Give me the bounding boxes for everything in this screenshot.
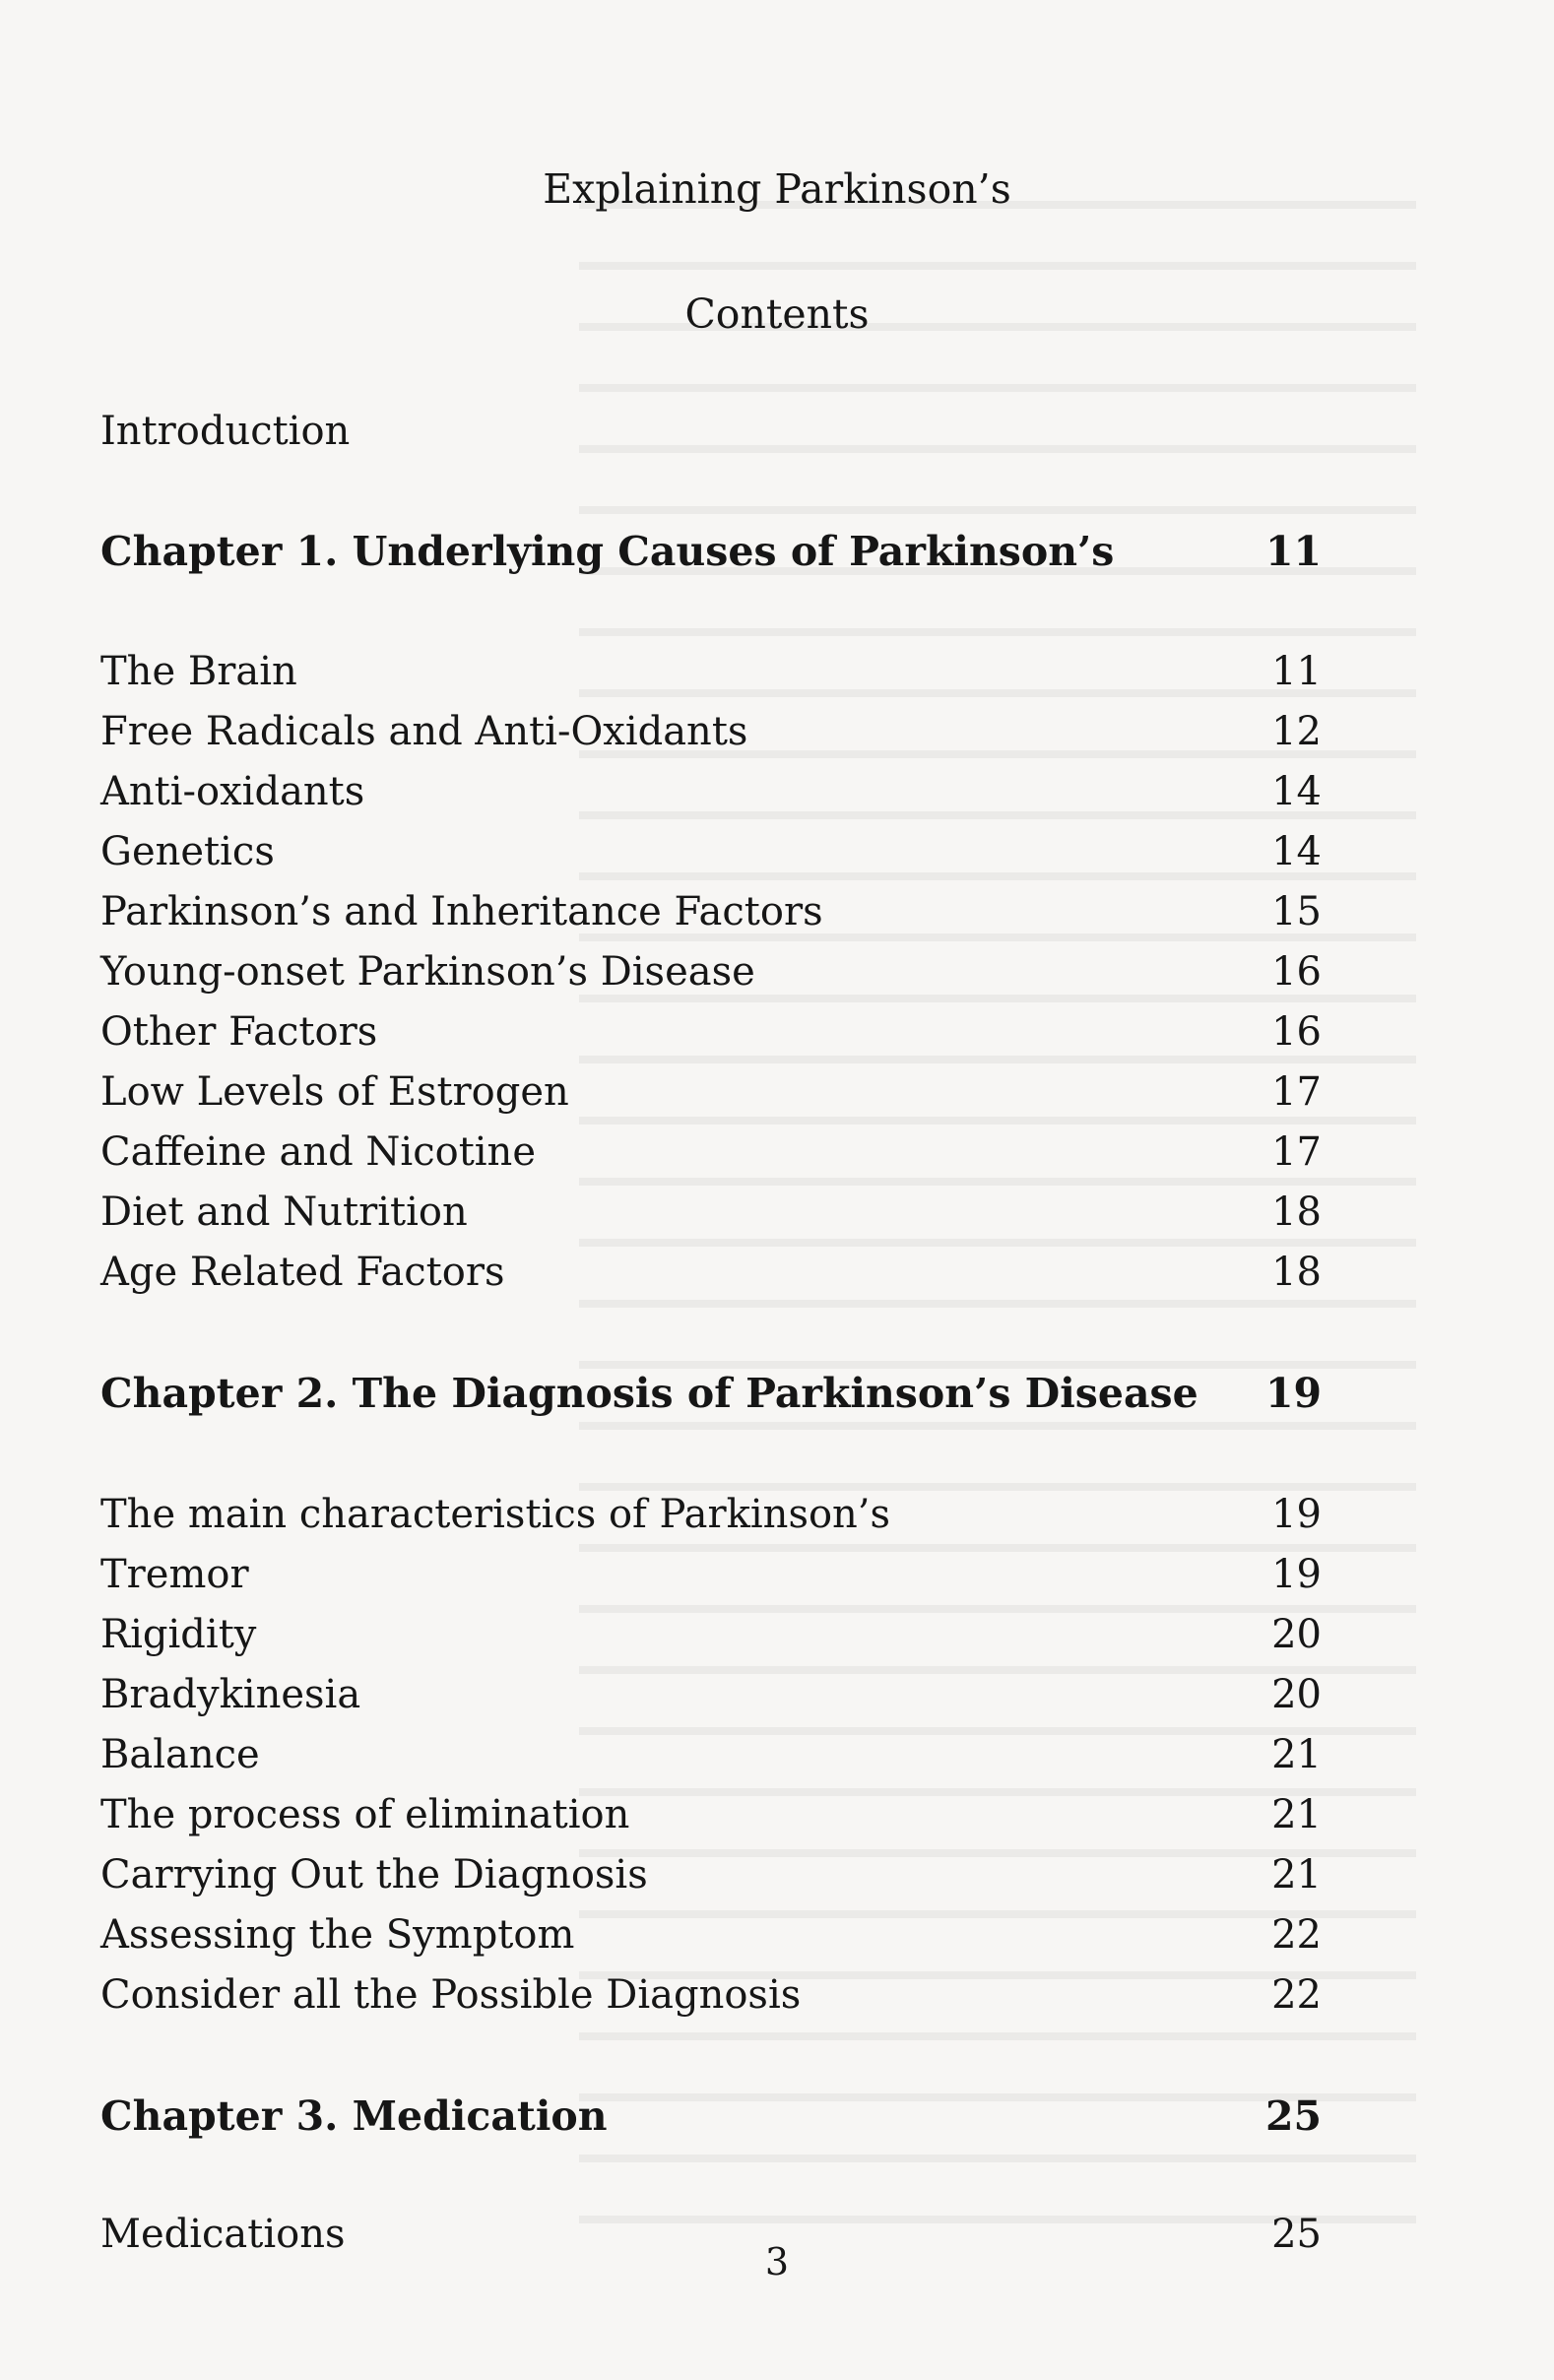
chapter-title: Chapter 2. The Diagnosis of Parkinson’s Disease	[100, 1370, 1198, 1417]
toc-entry-page: 20	[1271, 1612, 1322, 1657]
toc-entry	[100, 1965, 1322, 2025]
chapter-page: 11	[1264, 528, 1322, 575]
toc-entry-title: Bradykinesia	[100, 1672, 361, 1717]
toc-entry-title: Free Radicals and Anti-Oxidants	[100, 709, 748, 754]
toc-entry-title: The Brain	[100, 649, 297, 694]
chapter-title: Chapter 3. Medication	[100, 2092, 608, 2140]
toc-entry-title: Balance	[100, 1732, 260, 1777]
toc-entry-title: The main characteristics of Parkinson’s	[100, 1492, 891, 1537]
chapter-page: 25	[1264, 2092, 1322, 2140]
toc-entry	[100, 1183, 1322, 1242]
toc-entry-title: Tremor	[100, 1552, 249, 1597]
toc-entry-page: 20	[1271, 1672, 1322, 1717]
toc-entry-page: 17	[1271, 1069, 1322, 1115]
toc-entry-page: 14	[1271, 769, 1322, 814]
toc-entry-title: Young-onset Parkinson’s Disease	[100, 949, 755, 995]
toc-entry-title: Assessing the Symptom	[100, 1912, 575, 1958]
toc-entry	[100, 942, 1322, 1001]
toc-chapter-3	[100, 2087, 1322, 2146]
toc-introduction	[100, 402, 1322, 461]
toc-entry-title: Low Levels of Estrogen	[100, 1069, 569, 1115]
page-number: 3	[764, 2240, 790, 2284]
toc-entry-page: 14	[1271, 829, 1322, 874]
toc-entry-page: 21	[1271, 1852, 1322, 1898]
toc-entry-title: Caffeine and Nicotine	[100, 1129, 536, 1175]
toc-entry-title: Introduction	[100, 409, 351, 454]
toc-entry	[100, 1845, 1322, 1904]
toc-entry-title: The process of elimination	[100, 1792, 630, 1837]
chapter-page: 19	[1264, 1370, 1322, 1417]
toc-chapter-2	[100, 1364, 1322, 1423]
toc-entry	[100, 882, 1322, 941]
toc-entry-page: 21	[1271, 1792, 1322, 1837]
toc-entry-page: 17	[1271, 1129, 1322, 1175]
toc-entry	[100, 822, 1322, 881]
toc-entry-title: Other Factors	[100, 1009, 378, 1055]
toc-entry-title: Carrying Out the Diagnosis	[100, 1852, 648, 1898]
toc-entry-title: Age Related Factors	[100, 1250, 505, 1295]
toc-entry	[100, 1062, 1322, 1122]
toc-entry	[100, 762, 1322, 821]
toc-entry-title: Consider all the Possible Diagnosis	[100, 1972, 802, 2018]
toc-entry-title: Genetics	[100, 829, 275, 874]
toc-entry	[100, 1665, 1322, 1724]
toc-entry-page: 22	[1271, 1972, 1322, 2018]
toc-entry	[100, 642, 1322, 701]
toc-entry-page: 19	[1271, 1492, 1322, 1537]
toc-entry	[100, 1002, 1322, 1061]
toc-entry-title: Medications	[100, 2212, 346, 2257]
toc-entry	[100, 1485, 1322, 1544]
chapter-title: Chapter 1. Underlying Causes of Parkinson’s	[100, 528, 1115, 575]
toc-entry-title: Rigidity	[100, 1612, 257, 1657]
toc-entry	[100, 1123, 1322, 1182]
toc-entry-page: 11	[1271, 649, 1322, 694]
toc-entry	[100, 1243, 1322, 1302]
toc-entry-page: 18	[1271, 1250, 1322, 1295]
toc-entry	[100, 1785, 1322, 1844]
toc-entry	[100, 1605, 1322, 1664]
toc-entry-page: 22	[1271, 1912, 1322, 1958]
toc-entry	[100, 1545, 1322, 1604]
toc-entry	[100, 702, 1322, 761]
toc-entry-page: 12	[1271, 709, 1322, 754]
toc-entry	[100, 1905, 1322, 1964]
toc-chapter-1	[100, 522, 1322, 581]
toc-entry-title: Parkinson’s and Inheritance Factors	[100, 889, 823, 934]
running-head: Explaining Parkinson’s	[543, 165, 1011, 213]
toc-entry-page: 16	[1271, 949, 1322, 995]
contents-heading: Contents	[684, 290, 870, 338]
toc-entry-page: 18	[1271, 1190, 1322, 1235]
toc-entry-page: 15	[1271, 889, 1322, 934]
toc-entry-title: Anti-oxidants	[100, 769, 365, 814]
toc-entry-page: 21	[1271, 1732, 1322, 1777]
toc-entry	[100, 1725, 1322, 1784]
toc-entry-page: 16	[1271, 1009, 1322, 1055]
toc-entry-page: 19	[1271, 1552, 1322, 1597]
toc-entry-page: 25	[1271, 2212, 1322, 2257]
toc-entry-title: Diet and Nutrition	[100, 1190, 468, 1235]
